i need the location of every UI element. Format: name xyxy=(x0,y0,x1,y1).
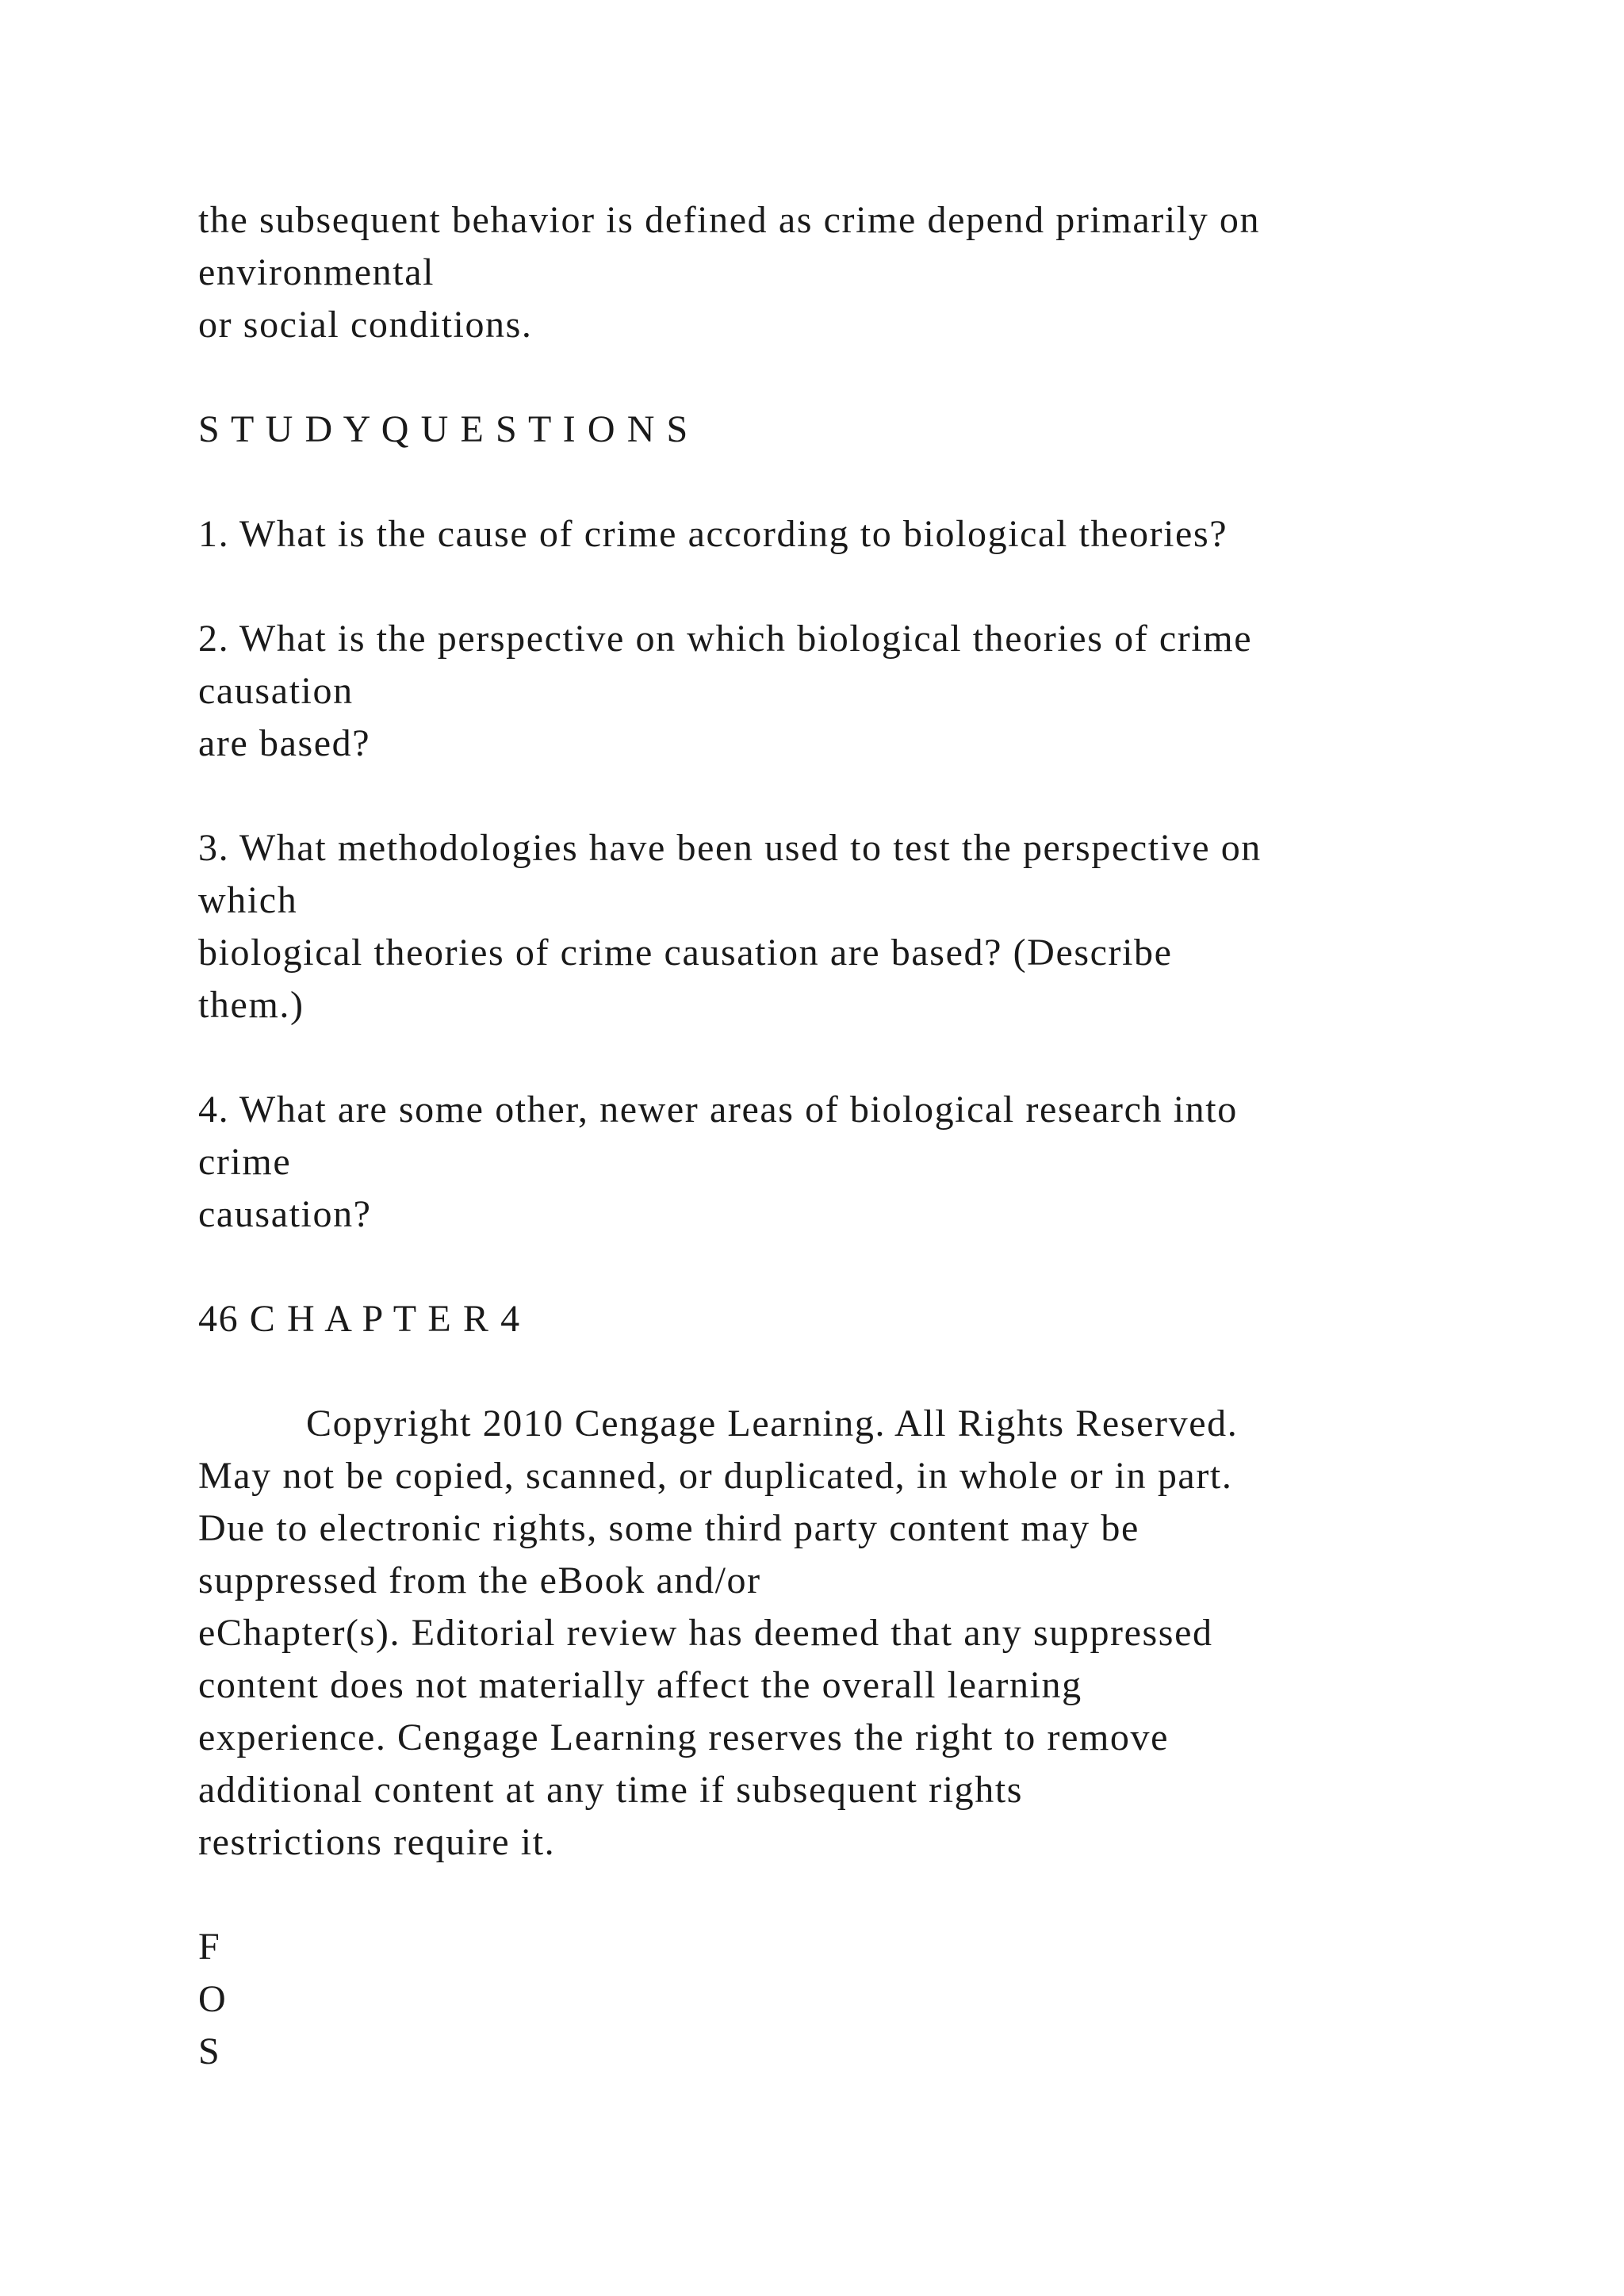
text-line: content does not materially affect the overall learning xyxy=(198,1664,1082,1706)
page-footer: 46 C H A P T E R 4 xyxy=(198,1298,521,1340)
text-line: or social conditions. xyxy=(198,304,533,346)
question-1 xyxy=(198,508,1546,561)
copyright-notice xyxy=(198,1398,1546,1869)
blank-line xyxy=(198,1031,1546,1084)
text-line: environmental xyxy=(198,251,435,293)
text-line: 1. What is the cause of crime according to biological theories? xyxy=(198,513,1228,555)
trailing-letters xyxy=(198,1921,1546,2078)
text-line: are based? xyxy=(198,722,371,764)
text-line: causation? xyxy=(198,1193,372,1235)
text-line: causation xyxy=(198,670,354,712)
text-line: Copyright 2010 Cengage Learning. All Rights Reserved. xyxy=(198,1402,1239,1445)
text-line: which xyxy=(198,879,298,921)
study-questions-heading: S T U D Y Q U E S T I O N S xyxy=(198,408,689,450)
text-line: suppressed from the eBook and/or xyxy=(198,1559,761,1601)
question-2 xyxy=(198,613,1546,770)
text-line: crime xyxy=(198,1141,292,1183)
blank-line xyxy=(198,770,1546,822)
text-line: 2. What is the perspective on which biological theories of crime xyxy=(198,618,1253,660)
text-line: 3. What methodologies have been used to test the perspective on xyxy=(198,827,1262,869)
text-line: Due to electronic rights, some third party content may be xyxy=(198,1507,1139,1549)
blank-line xyxy=(198,351,1546,404)
intro-paragraph xyxy=(198,194,1546,351)
text-line: 4. What are some other, newer areas of biological research into xyxy=(198,1089,1238,1131)
text-line: S xyxy=(198,2030,221,2072)
document-body xyxy=(198,194,1546,2078)
text-line: biological theories of crime causation are based? (Describe xyxy=(198,932,1173,974)
text-line: them.) xyxy=(198,984,304,1026)
text-line: additional content at any time if subsequent rights xyxy=(198,1769,1024,1811)
blank-line xyxy=(198,561,1546,613)
question-4 xyxy=(198,1084,1546,1241)
blank-line xyxy=(198,1345,1546,1398)
text-line: restrictions require it. xyxy=(198,1821,556,1863)
blank-line xyxy=(198,456,1546,508)
blank-line xyxy=(198,1869,1546,1921)
text-line: F xyxy=(198,1926,221,1968)
text-line: experience. Cengage Learning reserves the right to remove xyxy=(198,1716,1170,1758)
text-line: O xyxy=(198,1978,228,2020)
text-line: eChapter(s). Editorial review has deemed that any suppressed xyxy=(198,1612,1213,1654)
blank-line xyxy=(198,1241,1546,1293)
text-line: the subsequent behavior is defined as crime depend primarily on xyxy=(198,199,1261,241)
question-3 xyxy=(198,822,1546,1031)
text-line: May not be copied, scanned, or duplicated, in whole or in part. xyxy=(198,1455,1233,1497)
